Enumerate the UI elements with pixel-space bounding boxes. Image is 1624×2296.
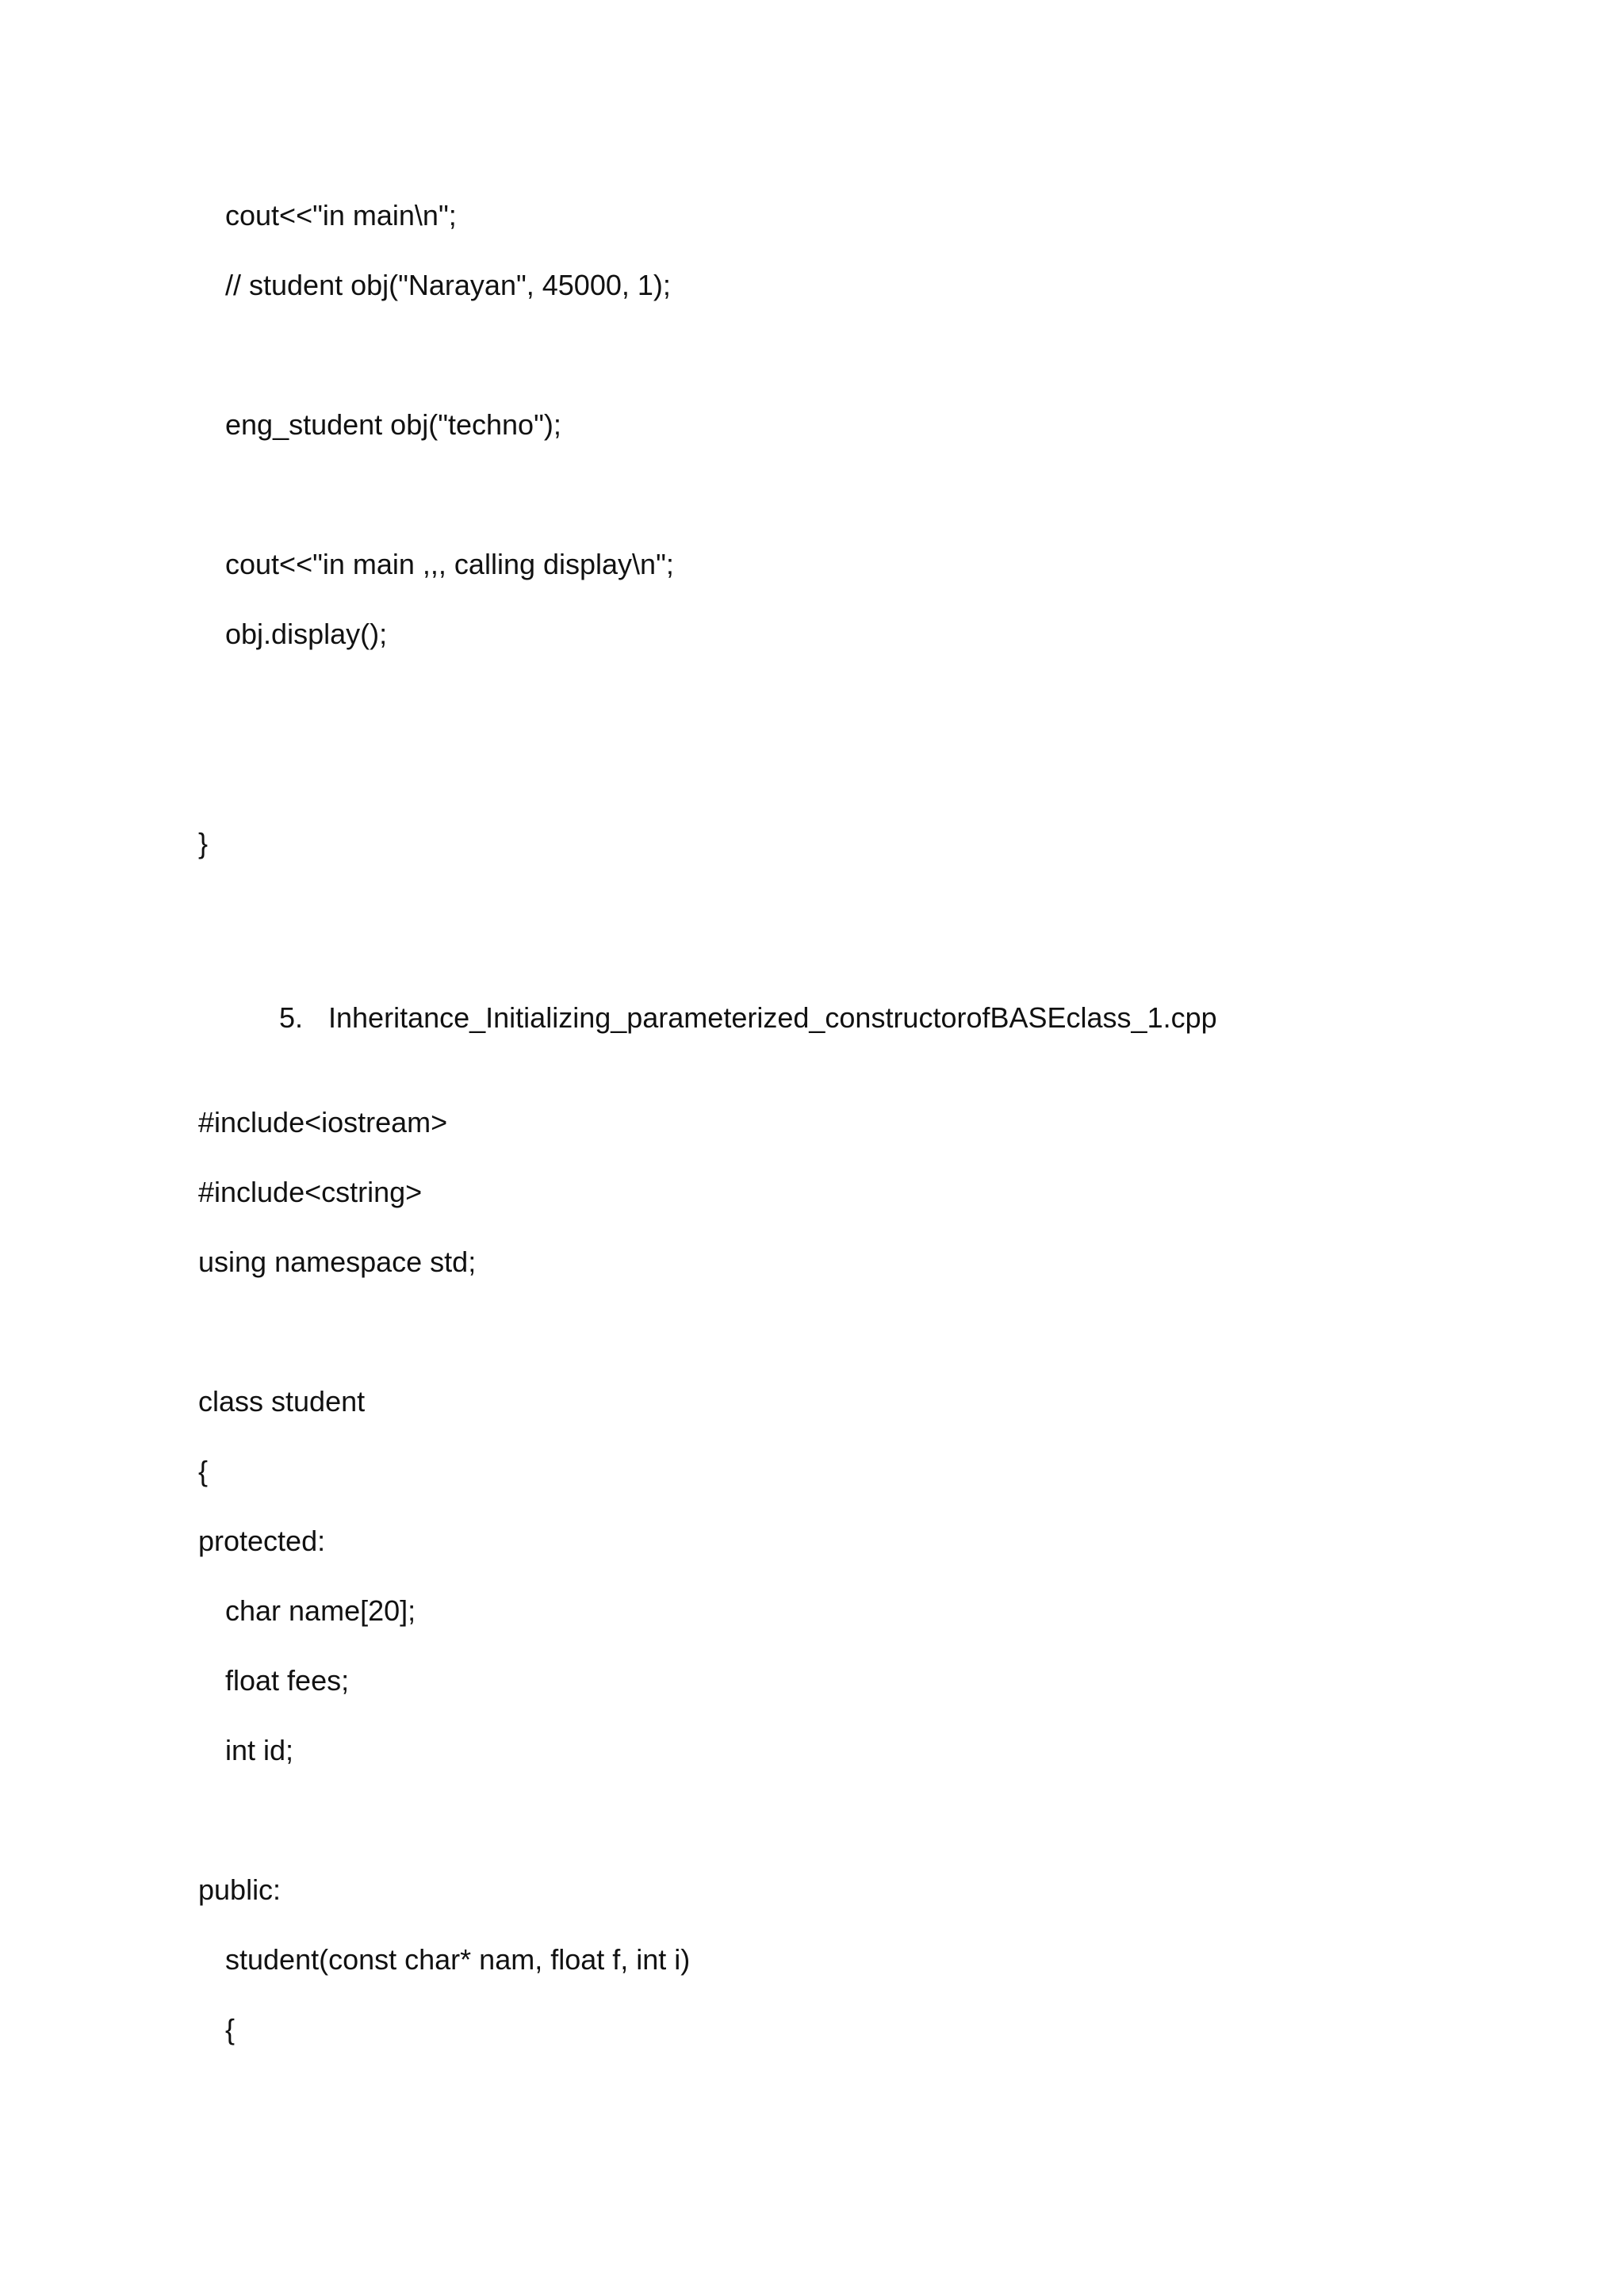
- code-line: protected:: [198, 1525, 326, 1557]
- code-line: obj.display();: [225, 618, 388, 650]
- code-line: student(const char* nam, float f, int i): [225, 1943, 691, 1976]
- code-line: float fees;: [225, 1664, 350, 1697]
- section-number: 5.: [279, 1001, 304, 1034]
- code-line: int id;: [225, 1734, 294, 1766]
- code-line: eng_student obj("techno");: [225, 408, 561, 441]
- section-heading: [247, 966, 1217, 1070]
- code-line: public:: [198, 1873, 282, 1906]
- code-line: char name[20];: [225, 1594, 416, 1627]
- code-line: }: [198, 827, 209, 859]
- section-title: Inheritance_Initializing_parameterized_constructorofBASEclass_1.cpp: [328, 1001, 1217, 1034]
- code-line: class student: [198, 1385, 366, 1418]
- code-line: {: [198, 1455, 209, 1487]
- code-line: // student obj("Narayan", 45000, 1);: [225, 269, 671, 301]
- code-line: #include<iostream>: [198, 1106, 448, 1138]
- code-line: #include<cstring>: [198, 1176, 423, 1208]
- code-line: cout<<"in main ,,, calling display\n";: [225, 548, 674, 580]
- code-line: {: [225, 2013, 236, 2045]
- code-line: cout<<"in main\n";: [225, 199, 457, 232]
- code-line: using namespace std;: [198, 1246, 477, 1278]
